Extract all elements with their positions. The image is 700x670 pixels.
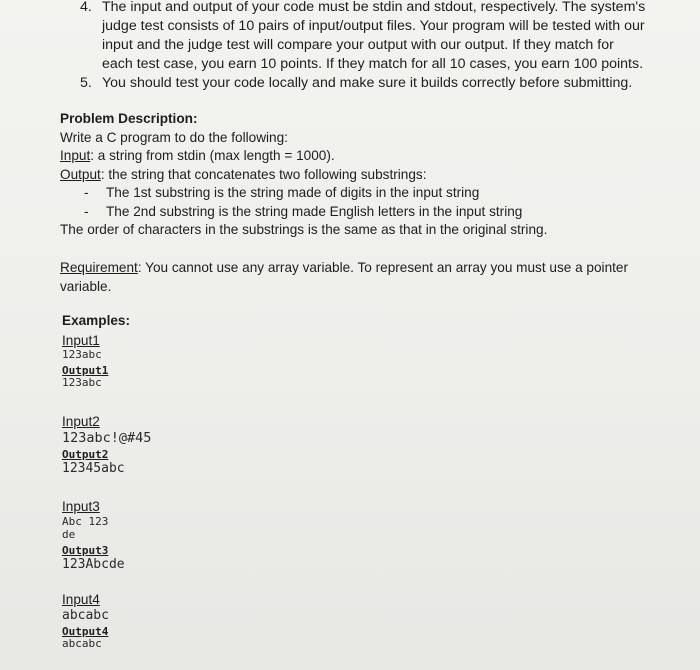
bullet-text: The 2nd substring is the string made English letters in the input string [106,203,523,219]
rule-line: input and the judge test will compare your output with our output. If they match for [102,37,614,53]
example-input-value: de [62,528,76,541]
substring-bullet-1 [60,184,670,203]
substring-bullet-2 [60,203,670,222]
example-input-value: Abc 123 [62,515,109,528]
rule-line: judge test consists of 10 pairs of input/output files. Your program will be tested with our [102,18,645,34]
rule-line: each test case, you earn 10 points. If they match for all 10 cases, you earn 100 points. [102,56,644,72]
example-input-label: Input3 [62,499,100,514]
rule-line: You should test your code locally and make sure it builds correctly before submitting. [102,75,633,91]
requirement-text: : You cannot use any array variable. To represent an array you must use a pointer [137,260,628,275]
output-spec [60,166,670,185]
example-3 [62,499,125,572]
rule-line: The input and output of your code must be stdin and stdout, respectively. The system's [102,0,646,15]
example-output-value: 123abc [62,376,102,389]
problem-description-heading: Problem Description: [60,111,198,126]
examples-section [62,313,362,650]
bullet-text: The 1st substring is the string made of digits in the input string [106,185,480,200]
example-output-value: abcabc [62,637,102,650]
rule-number: 4. [80,0,92,15]
example-output-label: Output2 [62,448,109,461]
example-input-value: 123abc [62,348,102,361]
bullet-dash: - [84,185,89,200]
requirement-label: Requirement [60,260,138,275]
rule-item-5 [80,74,670,93]
problem-intro: Write a C program to do the following: [60,129,288,145]
submission-rules-list [80,0,670,93]
bullet-dash: - [84,203,89,219]
input-spec [60,147,670,166]
rule-number: 5. [80,75,92,91]
example-output-value: 123Abcde [62,557,125,572]
example-1 [62,333,108,389]
requirement-line [60,258,660,277]
example-output-label: Output3 [62,544,109,557]
output-spec-text: : the string that concatenates two following substrings: [100,166,427,182]
example-input-label: Input2 [62,414,100,429]
order-note: The order of characters in the substrings is the same as that in the original string. [60,222,548,237]
input-spec-text: : a string from stdin (max length = 1000). [90,148,335,163]
example-output-label: Output4 [62,625,109,638]
example-output-label: Output1 [62,364,109,377]
example-input-value: abcabc [62,608,109,623]
example-output-value: 12345abc [62,461,125,476]
examples-heading: Examples: [62,313,131,328]
example-4 [62,592,109,650]
requirement-line-2: variable. [60,279,112,294]
example-input-label: Input1 [62,333,100,348]
requirement-paragraph [60,258,660,296]
output-spec-label: Output [60,166,101,182]
example-2 [62,414,151,476]
rule-item-4 [80,0,670,74]
problem-description [60,110,670,240]
input-spec-label: Input [60,148,91,163]
example-input-label: Input4 [62,592,100,607]
example-input-value: 123abc!@#45 [62,430,152,446]
